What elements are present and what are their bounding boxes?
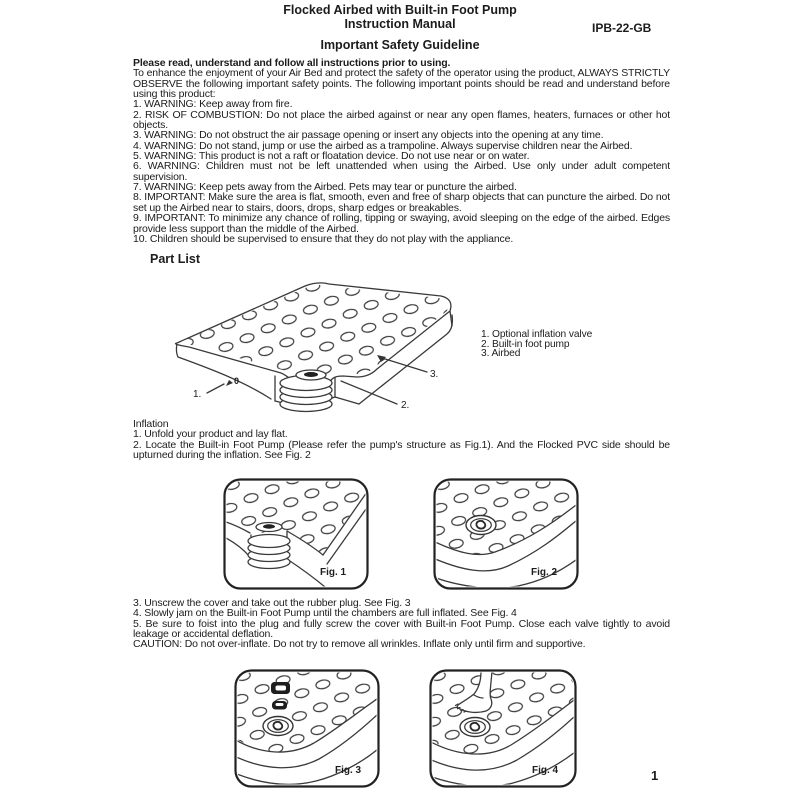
model-number: IPB-22-GB: [592, 21, 652, 35]
inflation-heading: Inflation: [133, 418, 169, 430]
inflation-step: 4. Slowly jam on the Built-in Foot Pump until the chambers are full inflated. See Fig. 4: [133, 607, 517, 620]
valve-cover-icon: [271, 682, 290, 694]
safety-item: 7. WARNING: Keep pets away from the Airbed. Pets may tear or puncture the airbed.: [133, 181, 517, 194]
inflation-steps-block: [133, 598, 670, 650]
inflation-step: 2. Locate the Built-in Foot Pump (Please refer the pump's structure as Fig.1). And the Flocked PVC side should be upturned during the inflation. See Fig. 2: [133, 438, 670, 462]
page-number: 1: [651, 768, 659, 783]
safety-intro: To enhance the enjoyment of your Air Bed and protect the safety of the operator using the product, ALWAYS STRICTLY OBSERVE the following important safety points. The following important points should be read and understand before using this product:: [133, 67, 670, 101]
figure-2: [433, 478, 579, 590]
safety-item: 5. WARNING: This product is not a raft or floatation device. Do not use near or on water.: [133, 150, 530, 163]
figure-4: [429, 669, 577, 788]
caution-note: CAUTION: Do not over-inflate. Do not try to remove all wrinkles. Inflate only until firm and supportive.: [133, 638, 586, 651]
rubber-plug-icon: [272, 701, 287, 710]
safety-item: 4. WARNING: Do not stand, jump or use the airbed as a trampoline. Always supervise children near the Airbed.: [133, 139, 633, 152]
figure-1-caption: Fig. 1: [320, 567, 347, 578]
figure-1: [223, 478, 369, 590]
callout-1: 1.: [193, 389, 202, 400]
valve-mark: 0: [234, 376, 240, 386]
callout-3: 3.: [430, 369, 439, 380]
inflation-step: 3. Unscrew the cover and take out the rubber plug. See Fig. 3: [133, 597, 411, 609]
valve-icon: [460, 718, 490, 737]
legend-item: 2. Built-in foot pump: [481, 338, 570, 350]
airbed-illustration: [163, 277, 463, 415]
safety-item: 8. IMPORTANT: Make sure the area is flat, smooth, even and free of sharp objects that can puncture the airbed. Do not set up the Airbed near to stairs, doors, drops, sharp edges or breakables.: [133, 191, 670, 214]
legend-item: 3. Airbed: [481, 348, 521, 360]
figure-3-caption: Fig. 3: [335, 765, 362, 776]
safety-intro-bold: Please read, understand and follow all instructions prior to using.: [133, 57, 451, 69]
safety-item: 6. WARNING: Children must not be left unattended when using the Airbed. Use only under adult competent supervision.: [133, 160, 670, 183]
doc-subtitle: Instruction Manual: [344, 17, 456, 31]
safety-item: 9. IMPORTANT: To minimize any chance of rolling, tipping or swaying, avoid sleeping on the edge of the airbed. Edges provide less support than the middle of the Airbed.: [133, 212, 670, 235]
inflation-block: [133, 419, 670, 460]
safety-item: 10. Children should be supervised to ensure that they do not play with the appliance.: [133, 232, 514, 245]
safety-text-block: [133, 58, 670, 244]
figure-4-caption: Fig. 4: [532, 765, 559, 776]
safety-heading: Important Safety Guideline: [320, 38, 480, 52]
safety-item: 1. WARNING: Keep away from fire.: [133, 98, 293, 111]
inflation-step: 1. Unfold your product and lay flat.: [133, 428, 288, 441]
safety-item: 2. RISK OF COMBUSTION: Do not place the airbed against or near any open flames, heaters, furnaces or other hot objects.: [133, 108, 670, 132]
figure-3: [234, 669, 380, 788]
legend-item: 1. Optional inflation valve: [481, 329, 593, 340]
inflation-step: 5. Be sure to foist into the plug and fully screw the cover with Built-in Foot Pump. Close each valve tightly to avoid leakage or accidental deflation.: [133, 617, 670, 641]
safety-item: 3. WARNING: Do not obstruct the air passage opening or insert any objects into the opening at any time.: [133, 129, 604, 142]
part-legend: [481, 330, 592, 359]
callout-2: 2.: [401, 400, 410, 411]
valve-icon: [466, 516, 496, 535]
valve-icon: [263, 717, 293, 736]
part-list-heading: Part List: [150, 252, 201, 266]
figure-2-caption: Fig. 2: [531, 567, 558, 578]
doc-title: Flocked Airbed with Built-in Foot Pump: [283, 3, 517, 17]
